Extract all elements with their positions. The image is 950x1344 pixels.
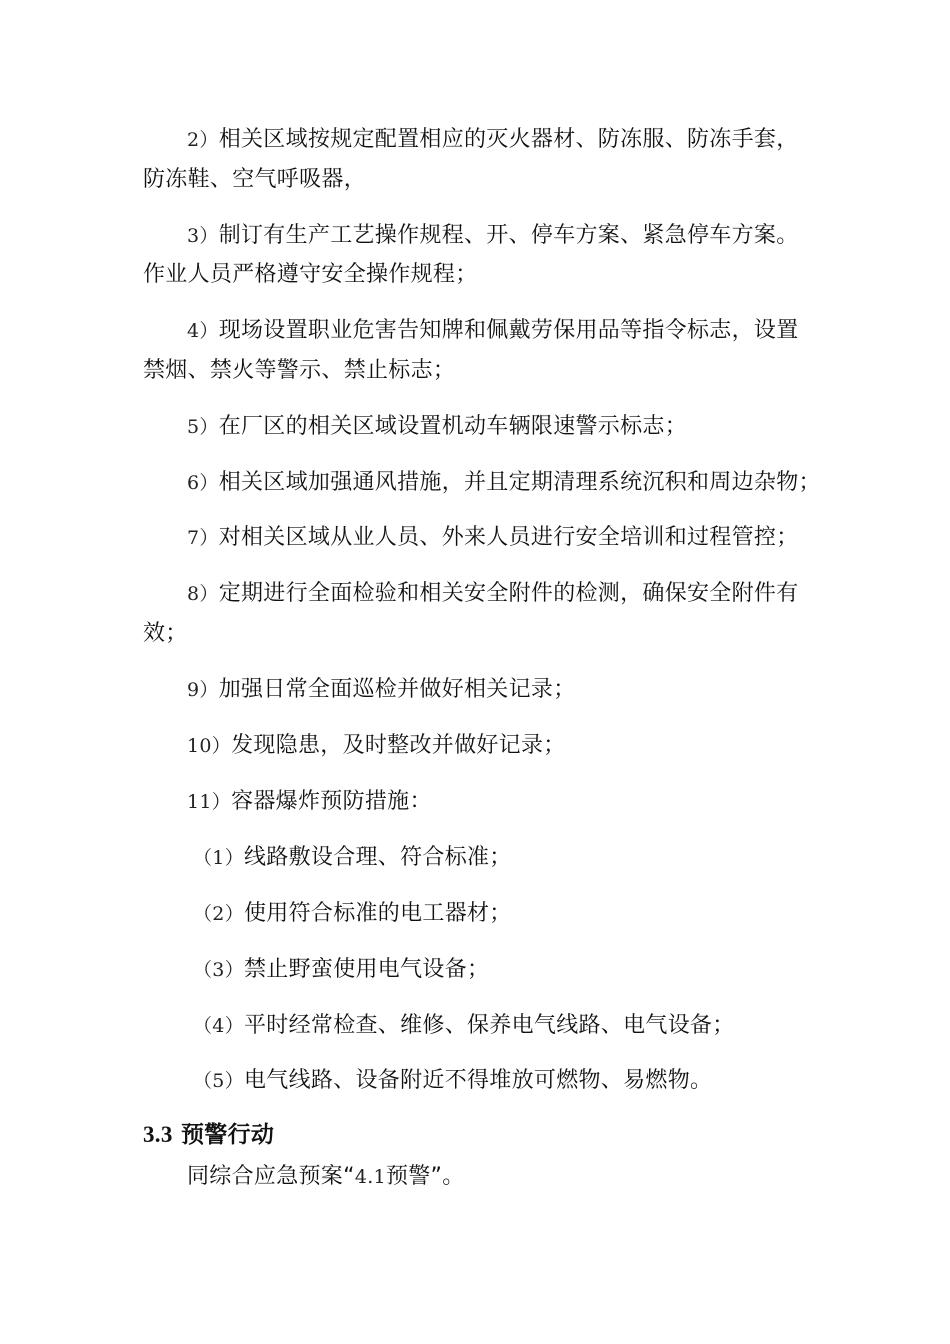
- item-text: 对相关区域从业人员、外来人员进行安全培训和过程管控；: [218, 525, 799, 550]
- item-number: 8）: [187, 583, 219, 605]
- item-text: 现场设置职业危害告知牌和佩戴劳保用品等指令标志，设置: [218, 318, 799, 343]
- section-heading: [143, 1120, 274, 1150]
- item-number: 4）: [187, 320, 219, 342]
- body-suffix: 预警”。: [385, 1164, 465, 1189]
- item-number: 9）: [187, 679, 219, 701]
- sub-item-text: 线路敷设合理、符合标准；: [244, 845, 512, 870]
- list-item: [187, 523, 799, 553]
- item-text: 加强日常全面巡检并做好相关记录；: [218, 677, 576, 702]
- sub-item-text: 电气线路、设备附近不得堆放可燃物、易燃物。: [244, 1068, 713, 1093]
- list-item: [187, 316, 799, 346]
- list-item: [187, 731, 566, 761]
- section-title: 预警行动: [180, 1122, 275, 1148]
- section-body: [187, 1162, 465, 1192]
- sub-item-number: （4）: [193, 1015, 244, 1037]
- list-item: [187, 412, 687, 442]
- sub-item-number: （1）: [193, 847, 244, 869]
- sub-item-text: 禁止野蛮使用电气设备；: [244, 957, 490, 982]
- body-prefix: 同综合应急预案“: [187, 1164, 355, 1189]
- sub-list-item: [193, 955, 489, 985]
- item-number: 7）: [187, 527, 219, 549]
- item-number: 6）: [187, 472, 219, 494]
- list-item: [187, 468, 821, 498]
- list-item-continuation: 禁烟、禁火等警示、禁止标志；: [143, 358, 456, 383]
- item-text: 制订有生产工艺操作规程、开、停车方案、紧急停车方案。: [218, 223, 799, 248]
- list-item: [187, 125, 799, 155]
- sub-list-item: [193, 1066, 712, 1096]
- item-number: 10）: [187, 735, 232, 757]
- item-text: 相关区域按规定配置相应的灭火器材、防冻服、防冻手套，: [218, 127, 799, 152]
- sub-item-text: 平时经常检查、维修、保养电气线路、电气设备；: [244, 1013, 735, 1038]
- item-text: 定期进行全面检验和相关安全附件的检测，确保安全附件有: [218, 581, 799, 606]
- list-item: [187, 675, 576, 705]
- sub-list-item: [193, 1011, 735, 1041]
- item-number: 2）: [187, 129, 219, 151]
- item-text: 容器爆炸预防措施：: [231, 789, 432, 814]
- item-number: 11）: [187, 791, 232, 813]
- sub-item-text: 使用符合标准的电工器材；: [244, 901, 512, 926]
- list-item-continuation: 效；: [143, 621, 188, 646]
- list-item: [187, 787, 432, 817]
- list-item-continuation: 防冻鞋、空气呼吸器，: [143, 167, 367, 192]
- body-reference: 4.1: [354, 1166, 386, 1188]
- item-text: 在厂区的相关区域设置机动车辆限速警示标志；: [218, 414, 688, 439]
- sub-item-number: （2）: [193, 903, 244, 925]
- list-item: [187, 221, 799, 251]
- item-number: 3）: [187, 225, 219, 247]
- item-text: 相关区域加强通风措施，并且定期清理系统沉积和周边杂物；: [218, 470, 821, 495]
- list-item: [187, 579, 799, 609]
- item-number: 5）: [187, 416, 219, 438]
- sub-list-item: [193, 843, 512, 873]
- sub-item-number: （5）: [193, 1070, 244, 1092]
- list-item-continuation: 作业人员严格遵守安全操作规程；: [143, 262, 478, 287]
- sub-list-item: [193, 899, 512, 929]
- section-number: 3.3: [143, 1122, 173, 1147]
- item-text: 发现隐患，及时整改并做好记录；: [231, 733, 566, 758]
- sub-item-number: （3）: [193, 959, 244, 981]
